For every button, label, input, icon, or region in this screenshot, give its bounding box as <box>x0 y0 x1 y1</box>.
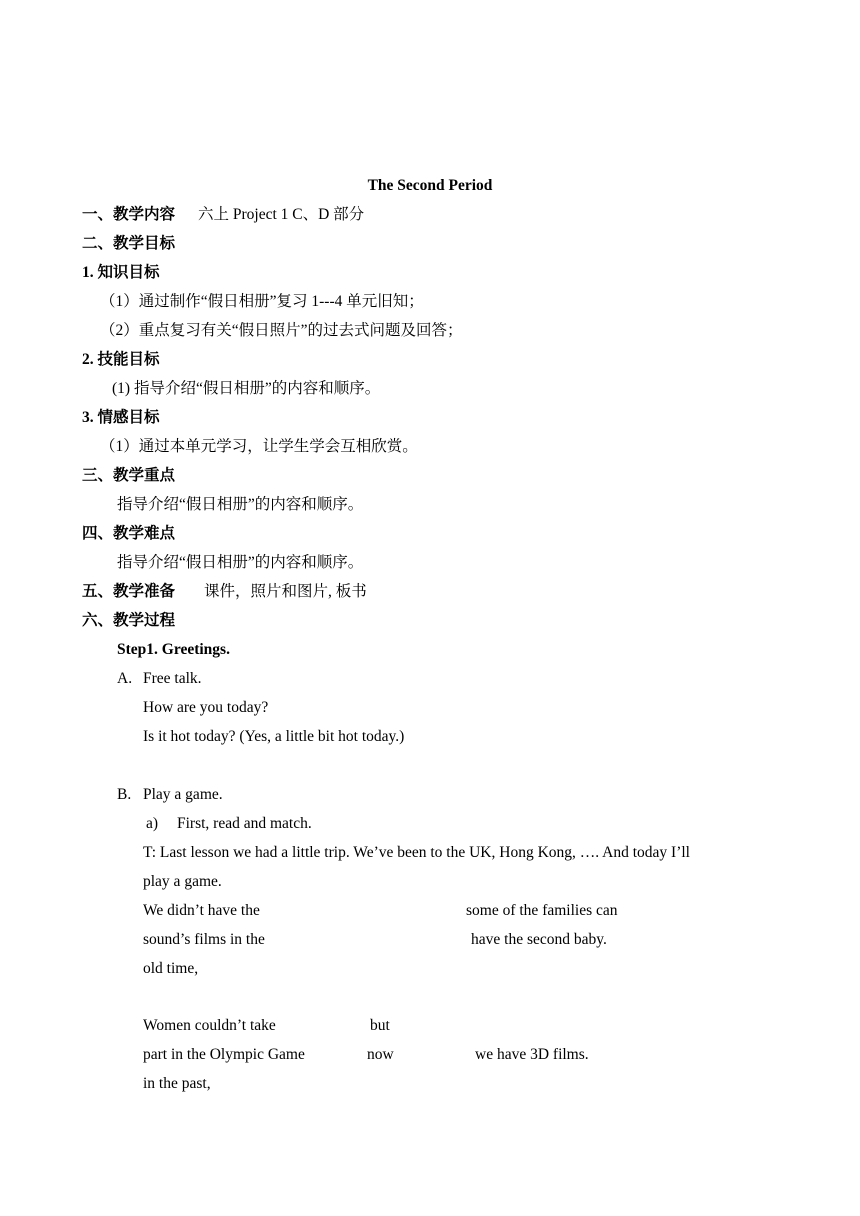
teacher-line: T: Last lesson we had a little trip. We’ve been to the UK, Hong Kong, …. And today I’ll <box>143 844 690 861</box>
list-item-title: Play a game. <box>143 786 223 803</box>
goal-heading-emotion: 3. 情感目标 <box>82 409 160 426</box>
match-left-text: in the past, <box>143 1075 211 1092</box>
match-connector-text: now <box>367 1046 394 1063</box>
match-right-text: we have 3D films. <box>475 1046 589 1063</box>
section-text-difficulties: 指导介绍“假日相册”的内容和顺序。 <box>117 554 364 571</box>
sub-list-title: First, read and match. <box>177 815 312 832</box>
match-left-text: Women couldn’t take <box>143 1017 276 1034</box>
match-left-text: We didn’t have the <box>143 902 260 919</box>
match-connector-text: but <box>370 1017 390 1034</box>
section-text-preparation: 课件，照片和图片, 板书 <box>204 583 367 600</box>
section-heading-key-points: 三、教学重点 <box>82 467 176 484</box>
step-heading: Step1. Greetings. <box>117 641 230 658</box>
section-heading-content: 一、教学内容 <box>82 206 176 223</box>
goal-heading-skills: 2. 技能目标 <box>82 351 160 368</box>
section-text-key-points: 指导介绍“假日相册”的内容和顺序。 <box>117 496 364 513</box>
dialogue-line: How are you today? <box>143 699 269 716</box>
section-heading-process: 六、教学过程 <box>82 612 176 629</box>
goal-item: （1）通过制作“假日相册”复习 1---4 单元旧知； <box>100 293 424 310</box>
goal-heading-knowledge: 1. 知识目标 <box>82 264 160 281</box>
match-left-text: part in the Olympic Game <box>143 1046 305 1063</box>
section-heading-goals: 二、教学目标 <box>82 235 176 252</box>
dialogue-line: Is it hot today? (Yes, a little bit hot today.) <box>143 728 405 745</box>
section-text-content: 六上 Project 1 C、D 部分 <box>198 206 365 223</box>
list-marker-b: B. <box>117 786 132 803</box>
goal-item: (1) 指导介绍“假日相册”的内容和顺序。 <box>112 380 381 397</box>
page-title: The Second Period <box>367 177 493 194</box>
list-marker-a: A. <box>117 670 133 687</box>
teacher-line: play a game. <box>143 873 222 890</box>
section-heading-difficulties: 四、教学难点 <box>82 525 176 542</box>
goal-item: （1）通过本单元学习，让学生学会互相欣赏。 <box>100 438 418 455</box>
list-item-title: Free talk. <box>143 670 202 687</box>
section-heading-preparation: 五、教学准备 <box>82 583 176 600</box>
match-right-text: some of the families can <box>466 902 618 919</box>
goal-item: （2）重点复习有关“假日照片”的过去式问题及回答； <box>100 322 463 339</box>
sub-list-marker: a) <box>146 815 159 832</box>
match-left-text: old time, <box>143 960 199 977</box>
match-left-text: sound’s films in the <box>143 931 265 948</box>
match-right-text: have the second baby. <box>471 931 607 948</box>
